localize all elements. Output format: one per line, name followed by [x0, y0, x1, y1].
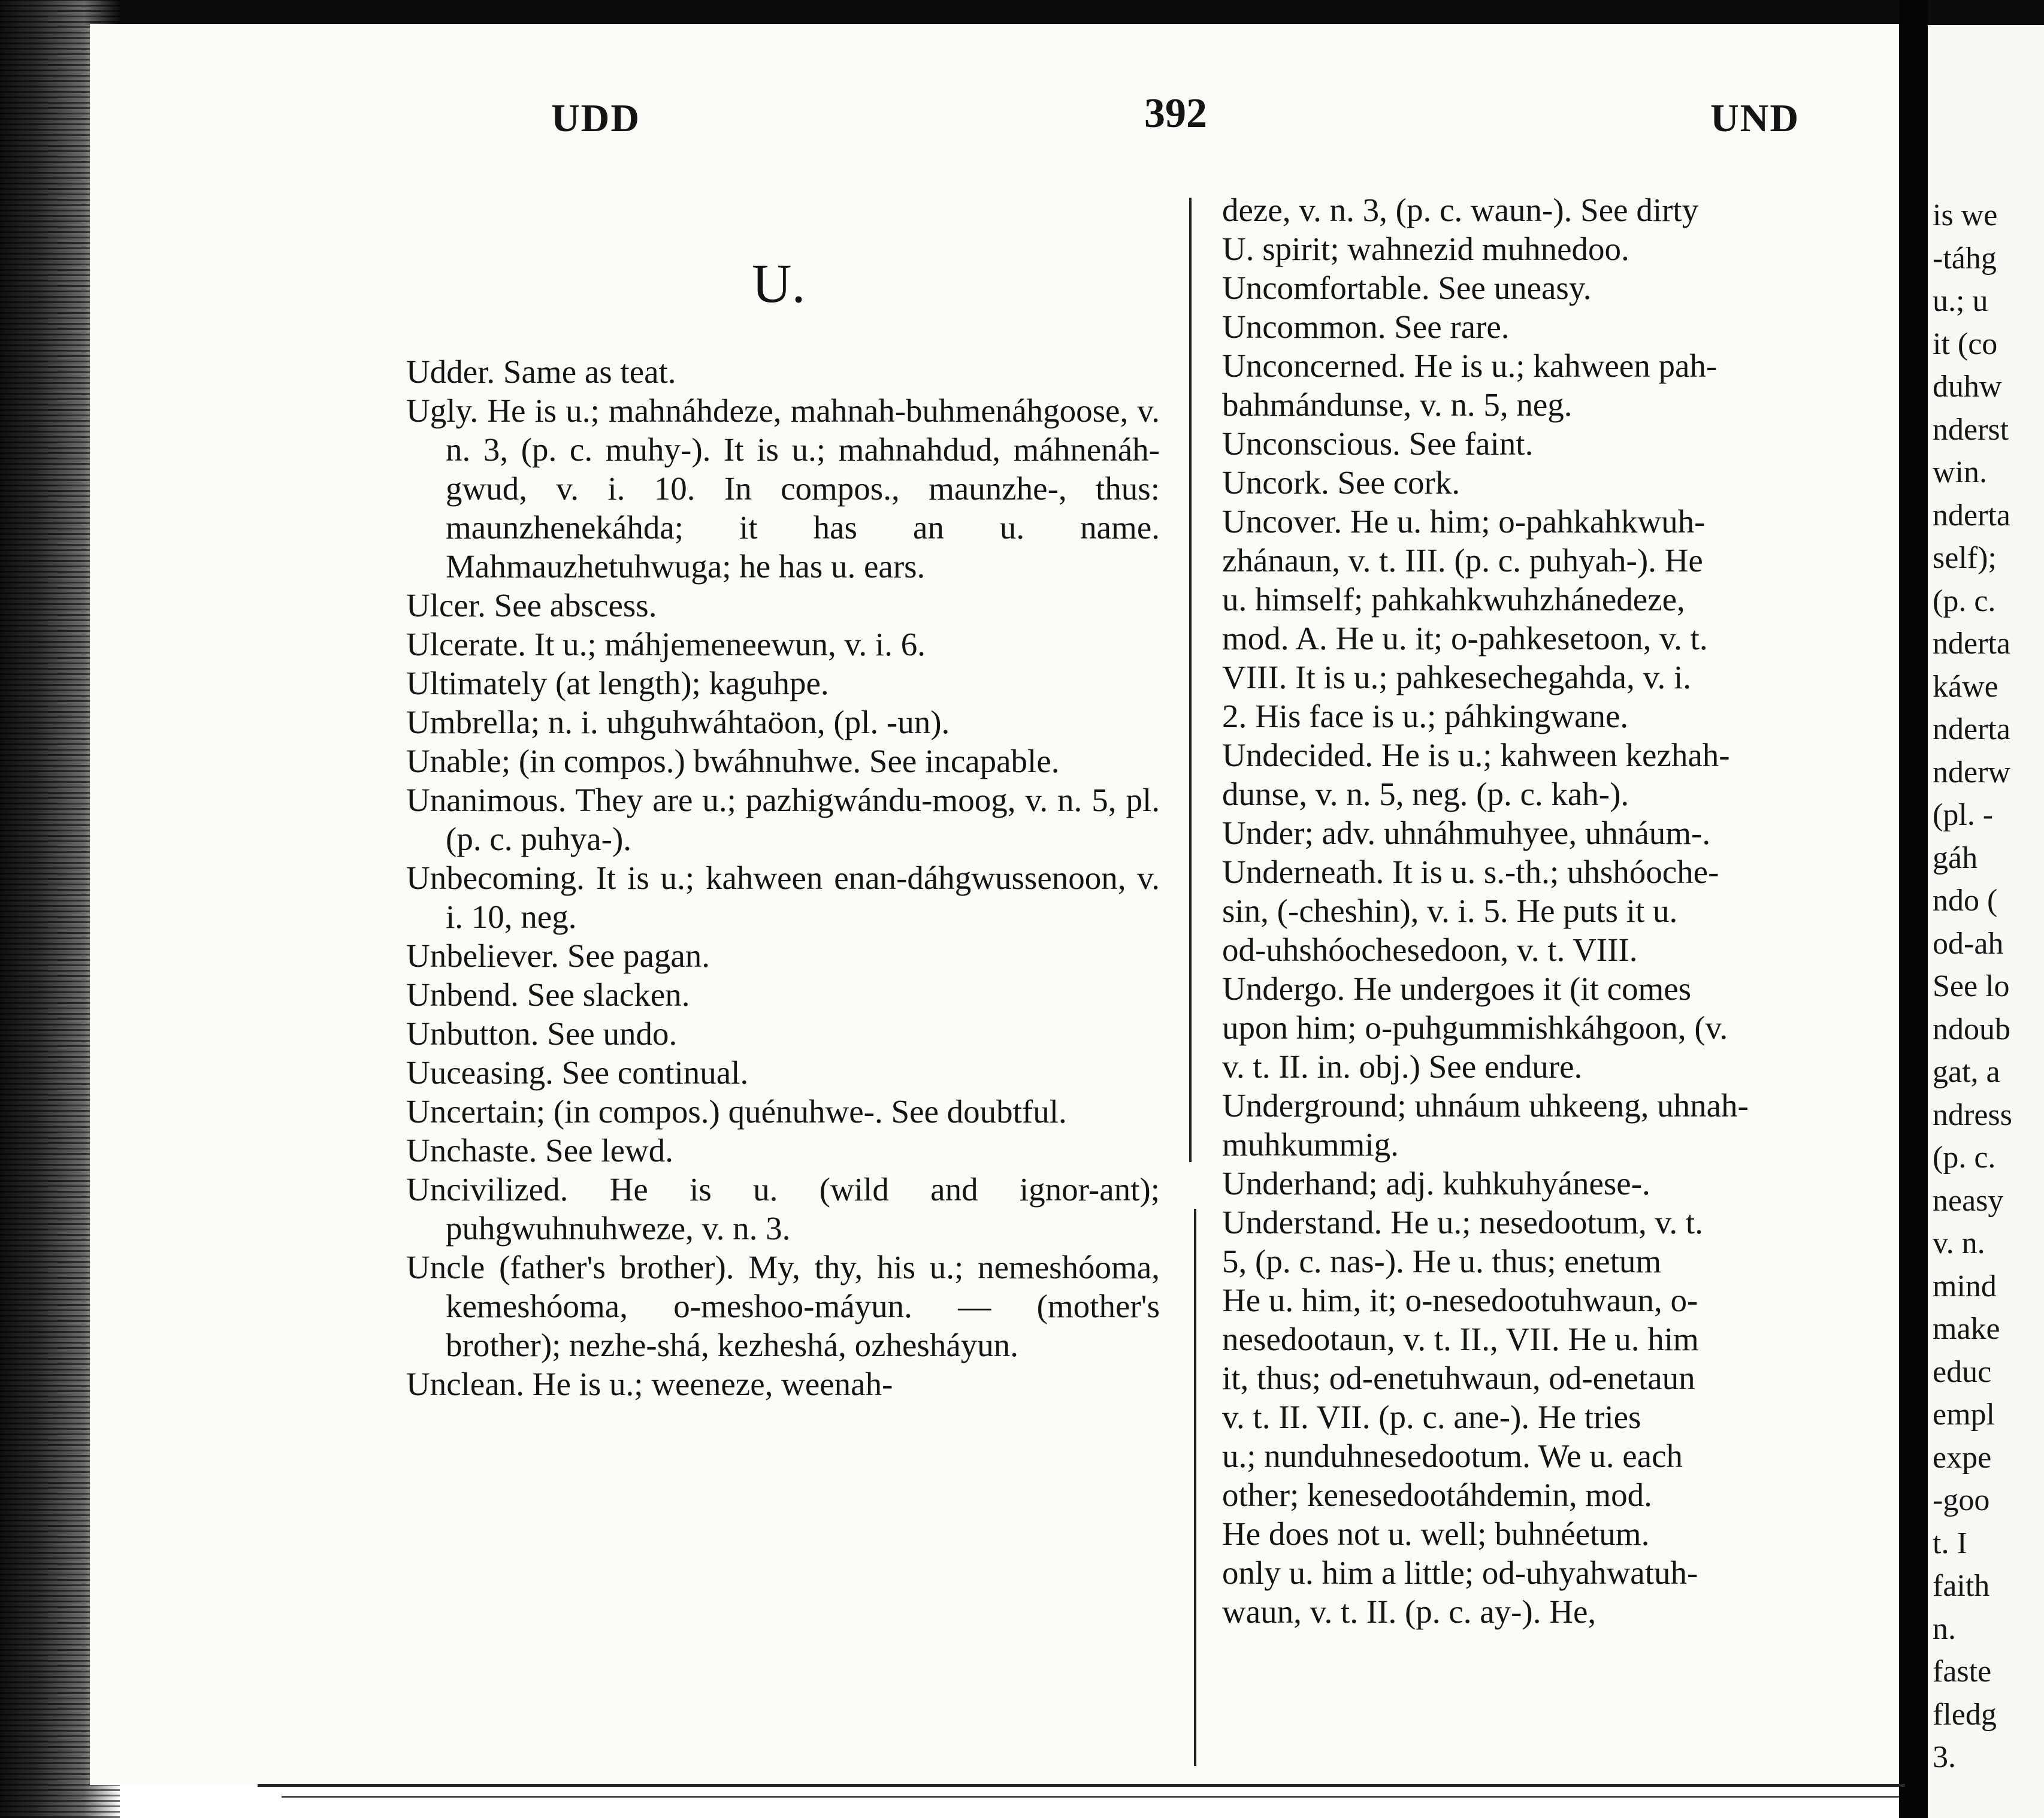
- dictionary-entry: Uncertain; (in compos.) quénuhwe-. See doubtful.: [406, 1093, 1067, 1130]
- dictionary-entry: Unchaste. See lewd.: [406, 1132, 673, 1169]
- dictionary-entry: Uncivilized. He is u. (wild and ignor-ant); puhgwuhnuhweze, v. n. 3.: [406, 1171, 1160, 1247]
- next-page-text: nderta: [1933, 498, 2010, 533]
- next-page-text: n.: [1933, 1611, 1956, 1646]
- dictionary-line: mod. A. He u. it; o-pahkesetoon, v. t.: [1222, 620, 1708, 657]
- bottom-rule: [282, 1796, 1899, 1798]
- next-page-text: (p. c.: [1933, 583, 1996, 618]
- dictionary-entry: Unbend. See slacken.: [406, 976, 690, 1013]
- next-page-text: faith: [1933, 1569, 1990, 1603]
- running-head-left: UDD: [551, 96, 640, 140]
- dictionary-entry: Ultimately (at length); kaguhpe.: [406, 665, 829, 701]
- next-page-text: t. I: [1933, 1526, 1967, 1560]
- dictionary-entry: Unanimous. They are u.; pazhigwándu-moog, v. n. 5, pl. (p. c. puhya-).: [406, 782, 1160, 857]
- bottom-rule: [258, 1784, 1905, 1787]
- next-page-text: od-ah: [1933, 926, 2004, 961]
- dictionary-line: nesedootaun, v. t. II., VII. He u. him: [1222, 1321, 1699, 1357]
- next-page-text: u.; u: [1933, 284, 1988, 318]
- dictionary-line: Underneath. It is u. s.-th.; uhshóoche-: [1222, 854, 1719, 890]
- dictionary-line: U. spirit; wahnezid muhnedoo.: [1222, 231, 1629, 267]
- next-page-text: duhw: [1933, 370, 2002, 404]
- column-divider: [1194, 1209, 1196, 1766]
- section-letter: U.: [752, 253, 806, 314]
- next-page-text: win.: [1933, 455, 1987, 489]
- dictionary-line: zhánaun, v. t. III. (p. c. puhyah-). He: [1222, 542, 1703, 579]
- dictionary-entry: Ulcerate. It u.; máhjemeneewun, v. i. 6.: [406, 626, 926, 663]
- next-page-text: mind: [1933, 1269, 1997, 1303]
- dictionary-line: v. t. II. VII. (p. c. ane-). He tries: [1222, 1399, 1641, 1435]
- next-page-text: it (co: [1933, 326, 1998, 361]
- next-page-text: ndress: [1933, 1097, 2012, 1132]
- next-page-text: fledg: [1933, 1697, 1997, 1732]
- page-number: 392: [1144, 90, 1207, 137]
- dictionary-line: 5, (p. c. nas-). He u. thus; enetum: [1222, 1243, 1662, 1279]
- dictionary-line: other; kenesedootáhdemin, mod.: [1222, 1477, 1652, 1513]
- dictionary-line: it, thus; od-enetuhwaun, od-enetaun: [1222, 1360, 1695, 1396]
- next-page-text: gáh: [1933, 840, 1978, 875]
- next-page-text: See lo: [1933, 969, 2010, 1003]
- next-page-text: -táhg: [1933, 241, 1997, 276]
- dictionary-entry: Unbeliever. See pagan.: [406, 937, 710, 974]
- dictionary-entry: Udder. Same as teat.: [406, 353, 676, 390]
- dictionary-line: bahmándunse, v. n. 5, neg.: [1222, 386, 1573, 423]
- dictionary-entry: Uncle (father's brother). My, thy, his u.; nemeshóoma, kemeshóoma, o-meshoo-máyun. — (mother's brother); nezhe-shá, kezheshá, ozhesháyun.: [406, 1249, 1160, 1363]
- next-page-text: v. n.: [1933, 1226, 1985, 1260]
- next-page-text: empl: [1933, 1397, 1995, 1432]
- page-gutter: [1899, 0, 1928, 1818]
- dictionary-line: only u. him a little; od-uhyahwatuh-: [1222, 1554, 1698, 1591]
- dictionary-line: Underground; uhnáum uhkeeng, uhnah-: [1222, 1087, 1749, 1124]
- running-head-right: UND: [1710, 96, 1800, 140]
- dictionary-line: Under; adv. uhnáhmuhyee, uhnáum-.: [1222, 815, 1711, 851]
- dictionary-entry: Unbutton. See undo.: [406, 1015, 678, 1052]
- dictionary-line: Undecided. He is u.; kahween kezhah-: [1222, 737, 1730, 773]
- dictionary-entry: Unclean. He is u.; weeneze, weenah-: [406, 1366, 893, 1402]
- dictionary-entry: Ugly. He is u.; mahnáhdeze, mahnah-buhmenáhgoose, v. n. 3, (p. c. muhy-). It is u.; mahnahdud, máhnenáh-gwud, v. i. 10. In compos., maunzhe-, thus: maunzhenekáhda; it has an u. name. Mahmauzhetuhwuga; he has u. ears.: [406, 392, 1160, 585]
- dictionary-line: Understand. He u.; nesedootum, v. t.: [1222, 1204, 1703, 1241]
- next-page-text: nderw: [1933, 755, 2010, 789]
- dictionary-line: muhkummig.: [1222, 1126, 1399, 1163]
- dictionary-entry: Umbrella; n. i. uhguhwáhtaöon, (pl. -un).: [406, 704, 950, 740]
- dictionary-line: Underhand; adj. kuhkuhyánese-.: [1222, 1165, 1650, 1202]
- dictionary-line: Unconscious. See faint.: [1222, 425, 1534, 462]
- next-page-text: neasy: [1933, 1183, 2004, 1218]
- next-page-text: ndo (: [1933, 884, 1998, 918]
- dictionary-line: He does not u. well; buhnéetum.: [1222, 1515, 1650, 1552]
- next-page-text: káwe: [1933, 669, 1998, 704]
- next-page-text: faste: [1933, 1654, 1992, 1689]
- right-column: [1222, 190, 1902, 1631]
- dictionary-line: dunse, v. n. 5, neg. (p. c. kah-).: [1222, 776, 1629, 812]
- next-page-text: (pl. -: [1933, 798, 1994, 832]
- dictionary-line: Unconcerned. He is u.; kahween pah-: [1222, 347, 1718, 384]
- next-page-text: expe: [1933, 1440, 1992, 1475]
- dictionary-line: He u. him, it; o-nesedootuhwaun, o-: [1222, 1282, 1698, 1318]
- dictionary-line: Uncover. He u. him; o-pahkahkwuh-: [1222, 503, 1706, 540]
- next-page-text: nderst: [1933, 412, 2009, 447]
- dictionary-line: deze, v. n. 3, (p. c. waun-). See dirty: [1222, 192, 1699, 228]
- next-page-text: -goo: [1933, 1483, 1990, 1517]
- next-page-text: educ: [1933, 1354, 1992, 1389]
- column-divider: [1189, 198, 1192, 1162]
- next-page-fragment: [1928, 25, 2044, 1818]
- dictionary-entry: Ulcer. See abscess.: [406, 587, 657, 624]
- next-page-text: nderta: [1933, 627, 2010, 661]
- dictionary-line: u.; nunduhnesedootum. We u. each: [1222, 1438, 1683, 1474]
- dictionary-line: Uncork. See cork.: [1222, 464, 1461, 501]
- dictionary-line: Uncomfortable. See uneasy.: [1222, 270, 1592, 306]
- dictionary-line: upon him; o-puhgummishkáhgoon, (v.: [1222, 1009, 1728, 1046]
- left-column: [406, 352, 1160, 1403]
- next-page-text: ndoub: [1933, 1012, 2010, 1046]
- dictionary-entry: Uuceasing. See continual.: [406, 1054, 749, 1091]
- dictionary-line: sin, (-cheshin), v. i. 5. He puts it u.: [1222, 893, 1678, 929]
- top-scan-edge: [0, 0, 2044, 25]
- dictionary-line: Uncommon. See rare.: [1222, 308, 1510, 345]
- dictionary-entry: Unbecoming. It is u.; kahween enan-dáhgwussenoon, v. i. 10, neg.: [406, 860, 1160, 935]
- next-page-text: self);: [1933, 541, 1997, 575]
- next-page-text: nderta: [1933, 712, 2010, 746]
- dictionary-line: v. t. II. in. obj.) See endure.: [1222, 1048, 1583, 1085]
- dictionary-line: VIII. It is u.; pahkesechegahda, v. i.: [1222, 659, 1691, 695]
- next-page-text: (p. c.: [1933, 1141, 1996, 1175]
- dictionary-line: waun, v. t. II. (p. c. ay-). He,: [1222, 1593, 1597, 1630]
- next-page-text: 3.: [1933, 1740, 1956, 1774]
- dictionary-line: 2. His face is u.; páhkingwane.: [1222, 698, 1629, 734]
- dictionary-line: Undergo. He undergoes it (it comes: [1222, 970, 1692, 1007]
- next-page-text: is we: [1933, 198, 1998, 232]
- next-page-text: gat, a: [1933, 1055, 2000, 1089]
- dictionary-line: od-uhshóochesedoon, v. t. VIII.: [1222, 931, 1638, 968]
- next-page-text: make: [1933, 1312, 2000, 1346]
- dictionary-entry: Unable; (in compos.) bwáhnuhwe. See incapable.: [406, 743, 1060, 779]
- dictionary-line: u. himself; pahkahkwuhzhánedeze,: [1222, 581, 1685, 618]
